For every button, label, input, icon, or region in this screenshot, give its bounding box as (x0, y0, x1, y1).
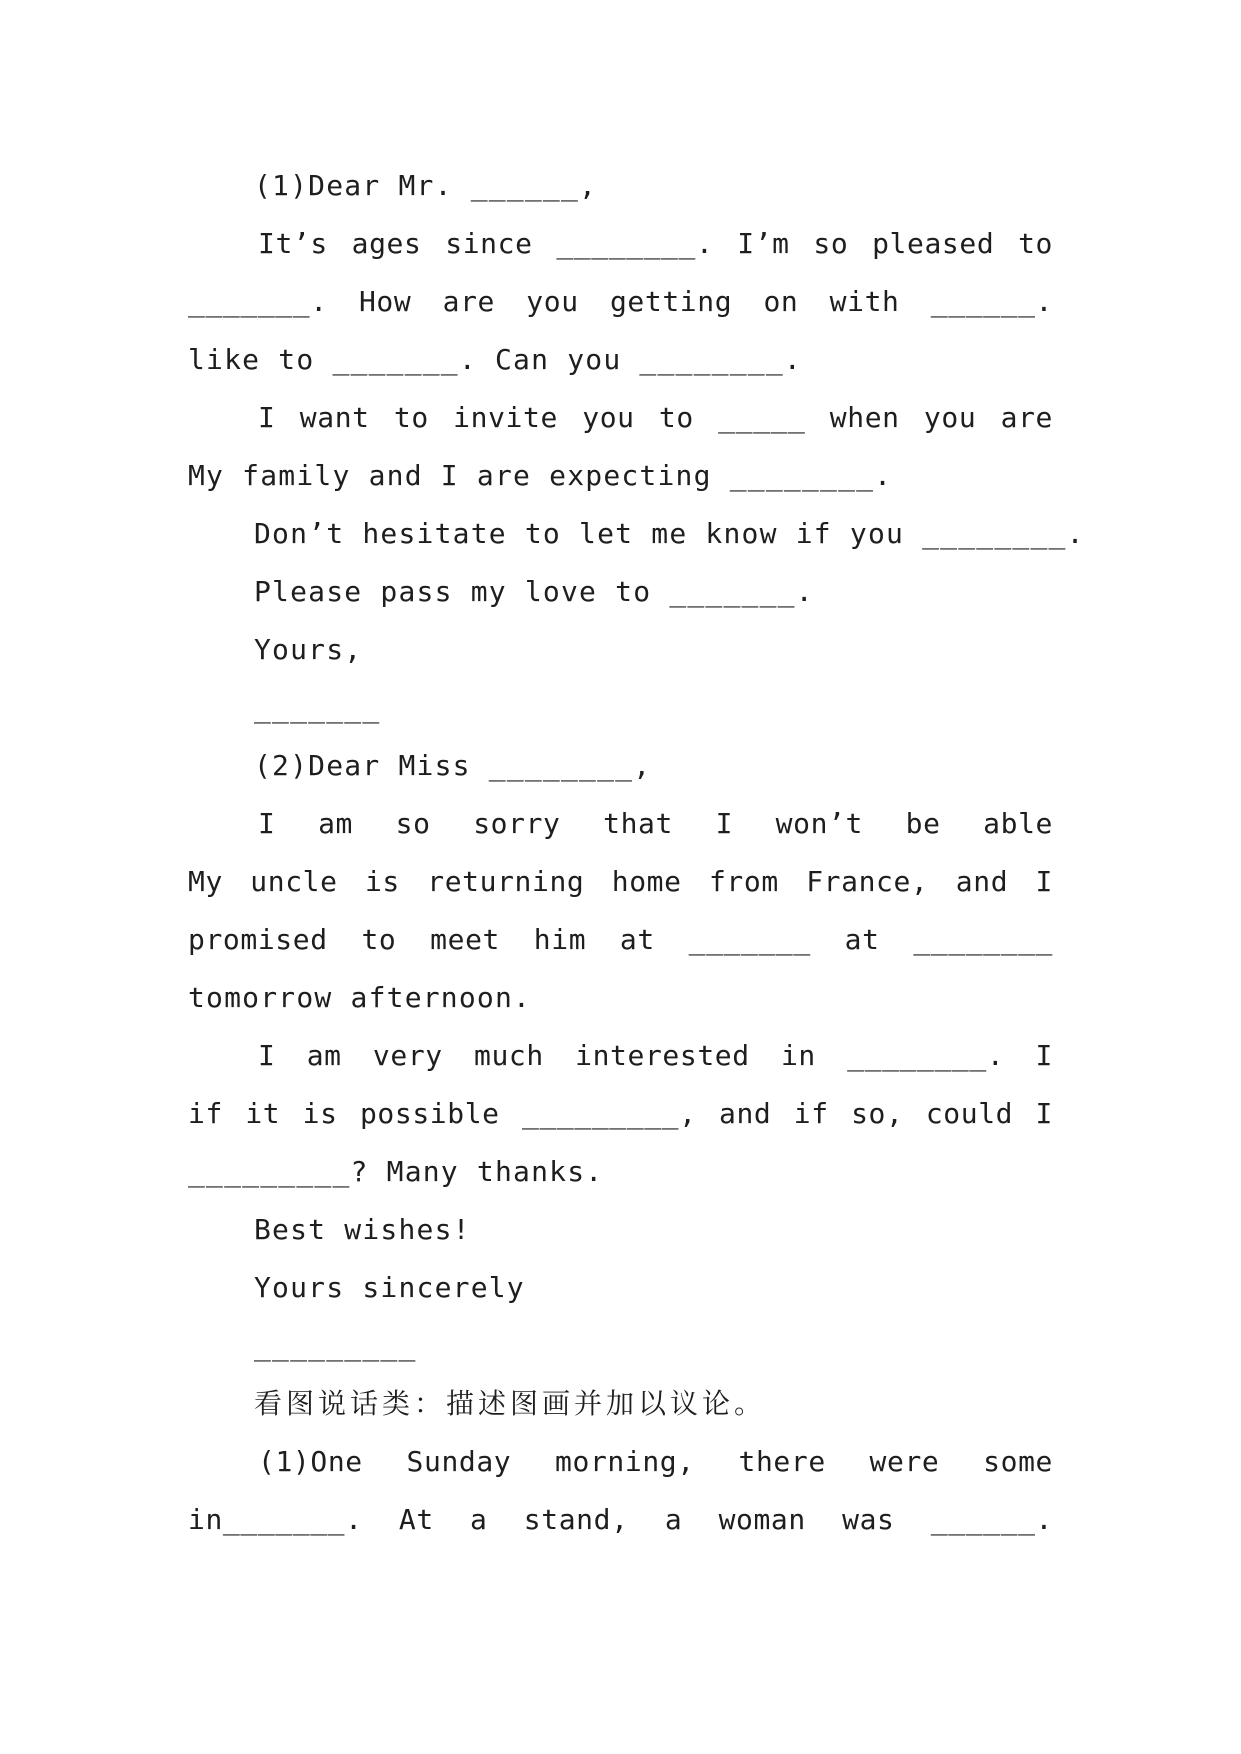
letter1-closing: Yours, (254, 633, 363, 666)
letter2-paragraph1-line1: I am so sorry that I won’t be able (258, 807, 1053, 840)
letter2-paragraph1-line4: tomorrow afternoon. (188, 981, 532, 1014)
letter1-paragraph2-line1: I want to invite you to _____ when you are (258, 401, 1053, 434)
letter2-closing-yours-sincerely: Yours sincerely (254, 1271, 525, 1304)
letter1-paragraph2-line2: My family and I are expecting ________. (188, 459, 893, 492)
letter2-signature-line: _________ (254, 1329, 417, 1362)
letter1-paragraph4: Please pass my love to _______. (254, 575, 814, 608)
document-body (188, 157, 1085, 1549)
letter1-signature-line: _______ (254, 691, 381, 724)
letter1-paragraph1-line1: It’s ages since ________. I’m so pleased to (258, 227, 1053, 260)
letter2-paragraph2-line3: _________? Many thanks. (188, 1155, 604, 1188)
letter2-paragraph1-line2: My uncle is returning home from France, and I (188, 865, 1053, 898)
letter1-salutation: (1)Dear Mr. ______, (254, 169, 598, 202)
story1-line1: (1)One Sunday morning, there were some (258, 1445, 1053, 1478)
letter1-paragraph1-line2: _______. How are you getting on with ______. (188, 285, 1053, 318)
letter2-paragraph1-line3: promised to meet him at _______ at ________ (188, 923, 1053, 956)
letter1-paragraph3: Don’t hesitate to let me know if you ________. (254, 517, 1085, 550)
story1-line2: in_______. At a stand, a woman was ______. (188, 1503, 1053, 1536)
letter2-closing-best-wishes: Best wishes! (254, 1213, 471, 1246)
picture-description-section-heading: 看图说话类：描述图画并加以议论。 (254, 1387, 767, 1420)
letter2-salutation: (2)Dear Miss ________, (254, 749, 652, 782)
letter2-paragraph2-line1: I am very much interested in ________. I (258, 1039, 1053, 1072)
letter1-paragraph1-line3: like to _______. Can you ________. (188, 343, 802, 376)
letter2-paragraph2-line2: if it is possible _________, and if so, could I (188, 1097, 1053, 1130)
